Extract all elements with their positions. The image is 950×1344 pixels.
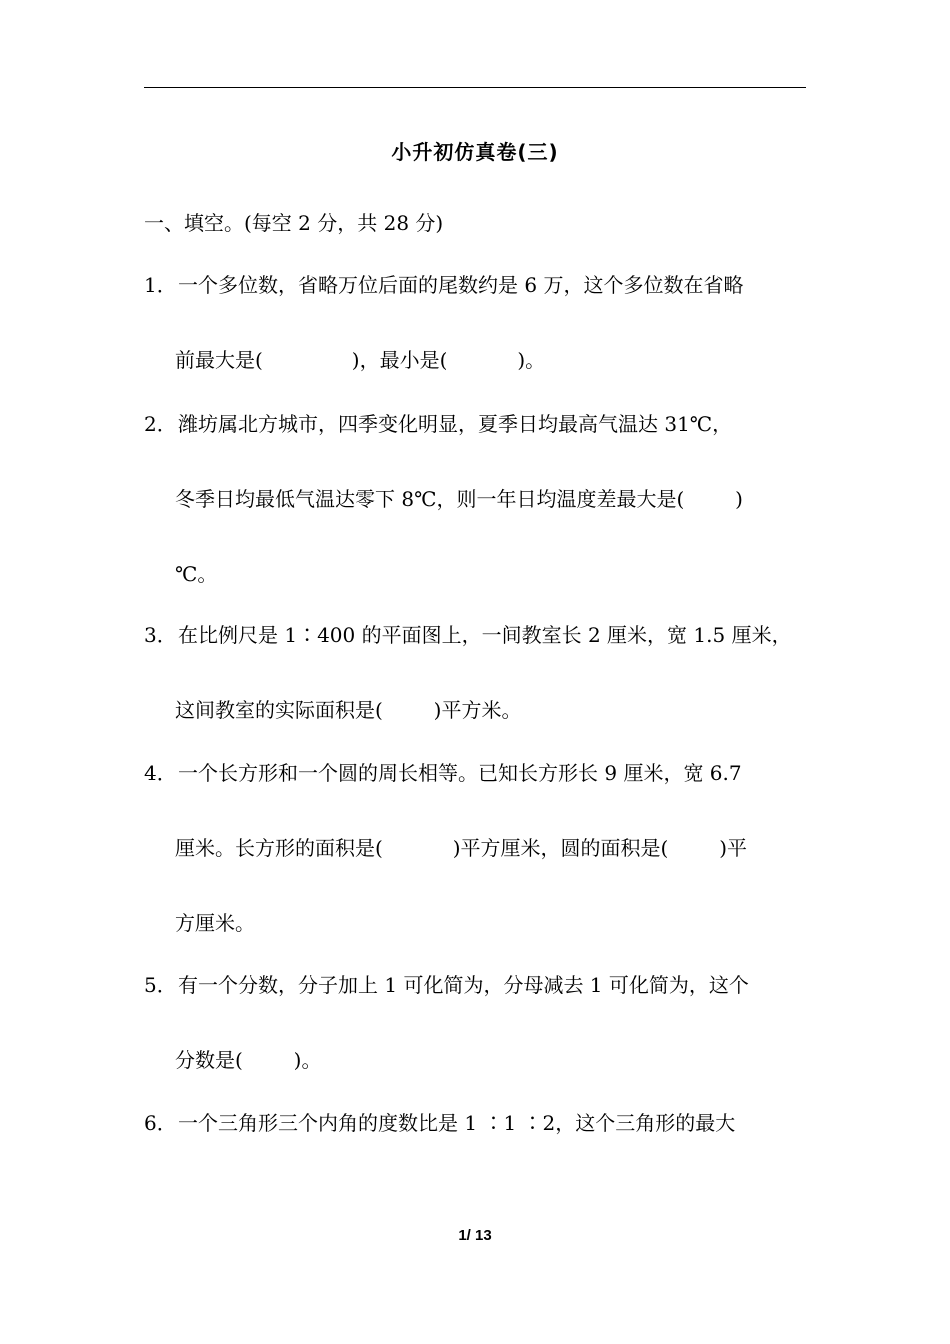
question-line: 在比例尺是 1∶400 的平面图上，一间教室长 2 厘米，宽 1.5 厘米， (178, 623, 792, 647)
header-rule (144, 87, 806, 88)
page-number: 1/ 13 (458, 1227, 492, 1244)
page-title: 小升初仿真卷(三) (391, 140, 559, 164)
question-number: 5． (144, 973, 177, 997)
question-line: 前最大是( )，最小是( )。 (175, 348, 546, 372)
question-line: 冬季日均最低气温达零下 8℃，则一年日均温度差最大是( ) (175, 487, 743, 511)
question-line: 这间教室的实际面积是( )平方米。 (175, 698, 522, 722)
question-number: 6． (144, 1111, 177, 1135)
question-number: 4． (144, 761, 177, 785)
question-number: 3． (144, 623, 177, 647)
question-line: 一个长方形和一个圆的周长相等。已知长方形长 9 厘米，宽 6.7 (178, 761, 742, 785)
question-line: 分数是( )。 (175, 1048, 322, 1072)
question-number: 2． (144, 412, 177, 436)
question-line: ℃。 (175, 562, 218, 586)
question-line: 有一个分数，分子加上 1 可化简为，分母减去 1 可化简为，这个 (178, 973, 749, 997)
section-heading: 一、填空。(每空 2 分，共 28 分) (144, 211, 444, 235)
question-line: 潍坊属北方城市，四季变化明显，夏季日均最高气温达 31℃， (178, 412, 733, 436)
question-line: 一个三角形三个内角的度数比是 1 ∶1 ∶2，这个三角形的最大 (178, 1111, 736, 1135)
question-number: 1． (144, 273, 177, 297)
question-line: 厘米。长方形的面积是( )平方厘米，圆的面积是( )平 (175, 836, 748, 860)
question-line: 一个多位数，省略万位后面的尾数约是 6 万，这个多位数在省略 (178, 273, 744, 297)
question-line: 方厘米。 (175, 911, 255, 935)
